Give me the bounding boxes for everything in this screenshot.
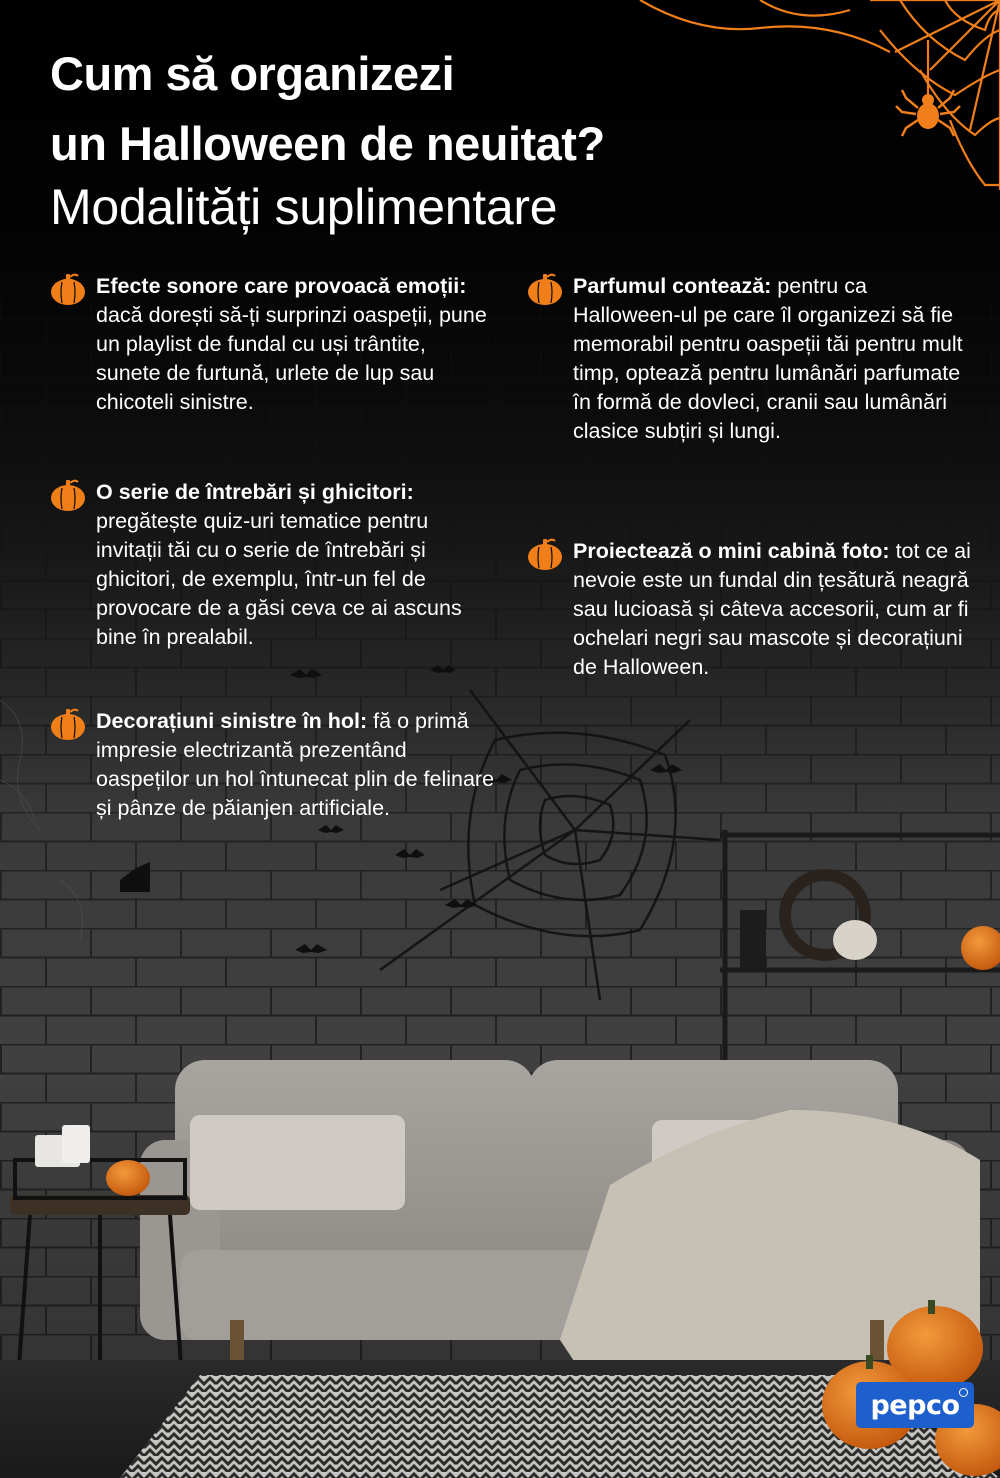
tip-hallway-decorations — [96, 707, 496, 823]
tip-text — [573, 537, 973, 682]
title-line-2: un Halloween de neuitat? — [50, 117, 605, 170]
tip-text — [96, 478, 496, 652]
pumpkin-icon — [50, 707, 86, 741]
pumpkin-icon — [527, 272, 563, 306]
title-line-1: Cum să organizezi — [50, 47, 455, 100]
pumpkin-icon — [527, 537, 563, 571]
tip-heading: O serie de întrebări și ghicitori: — [96, 480, 414, 504]
tip-heading: Efecte sonore care provoacă emoții: — [96, 274, 467, 298]
tip-body: dacă dorești să-ți surprinzi oaspeții, pune un playlist de fundal cu uși trântite, sunete de furtună, urlete de lup sau chicoteli sinistre. — [96, 303, 487, 414]
tip-heading: Proiectează o mini cabină foto: — [573, 539, 890, 563]
pepco-logo — [856, 1382, 974, 1428]
logo-text: pepco — [870, 1389, 960, 1421]
tip-body: pregătește quiz-uri tematice pentru invitații tăi cu o serie de întrebări și ghicitori, de exemplu, într-un fel de provocare de a găsi ceva ce ai ascuns bine în prealabil. — [96, 509, 462, 649]
tip-body: fă o primă impresie electrizantă prezentând oaspeților un hol întunecat plin de felinare și pânze de păianjen artificiale. — [96, 709, 495, 820]
pumpkin-icon — [50, 478, 86, 512]
subtitle: Modalități suplimentare — [50, 179, 558, 235]
tip-sound-effects — [96, 272, 496, 417]
tip-heading: Decorațiuni sinistre în hol: — [96, 709, 368, 733]
tip-text — [96, 707, 496, 823]
tip-body: pentru ca Halloween-ul pe care îl organizezi să fie memorabil pentru oaspeții tăi pentru mult timp, optează pentru lumânări parfumate în formă de dovleci, cranii sau lumânări clasice subțiri și lungi. — [573, 274, 963, 443]
registered-mark-icon — [959, 1388, 968, 1397]
tip-heading: Parfumul contează: — [573, 274, 772, 298]
tip-text — [573, 272, 973, 446]
tip-photo-booth — [573, 537, 973, 682]
pumpkin-icon — [50, 272, 86, 306]
tip-scent — [573, 272, 973, 446]
tip-quiz-riddles — [96, 478, 496, 652]
tip-text — [96, 272, 496, 417]
tip-body: tot ce ai nevoie este un fundal din țesătură neagră sau lucioasă și câteva accesorii, cum ar fi ochelari negri sau mascote și decorațiuni de Halloween. — [573, 539, 971, 679]
